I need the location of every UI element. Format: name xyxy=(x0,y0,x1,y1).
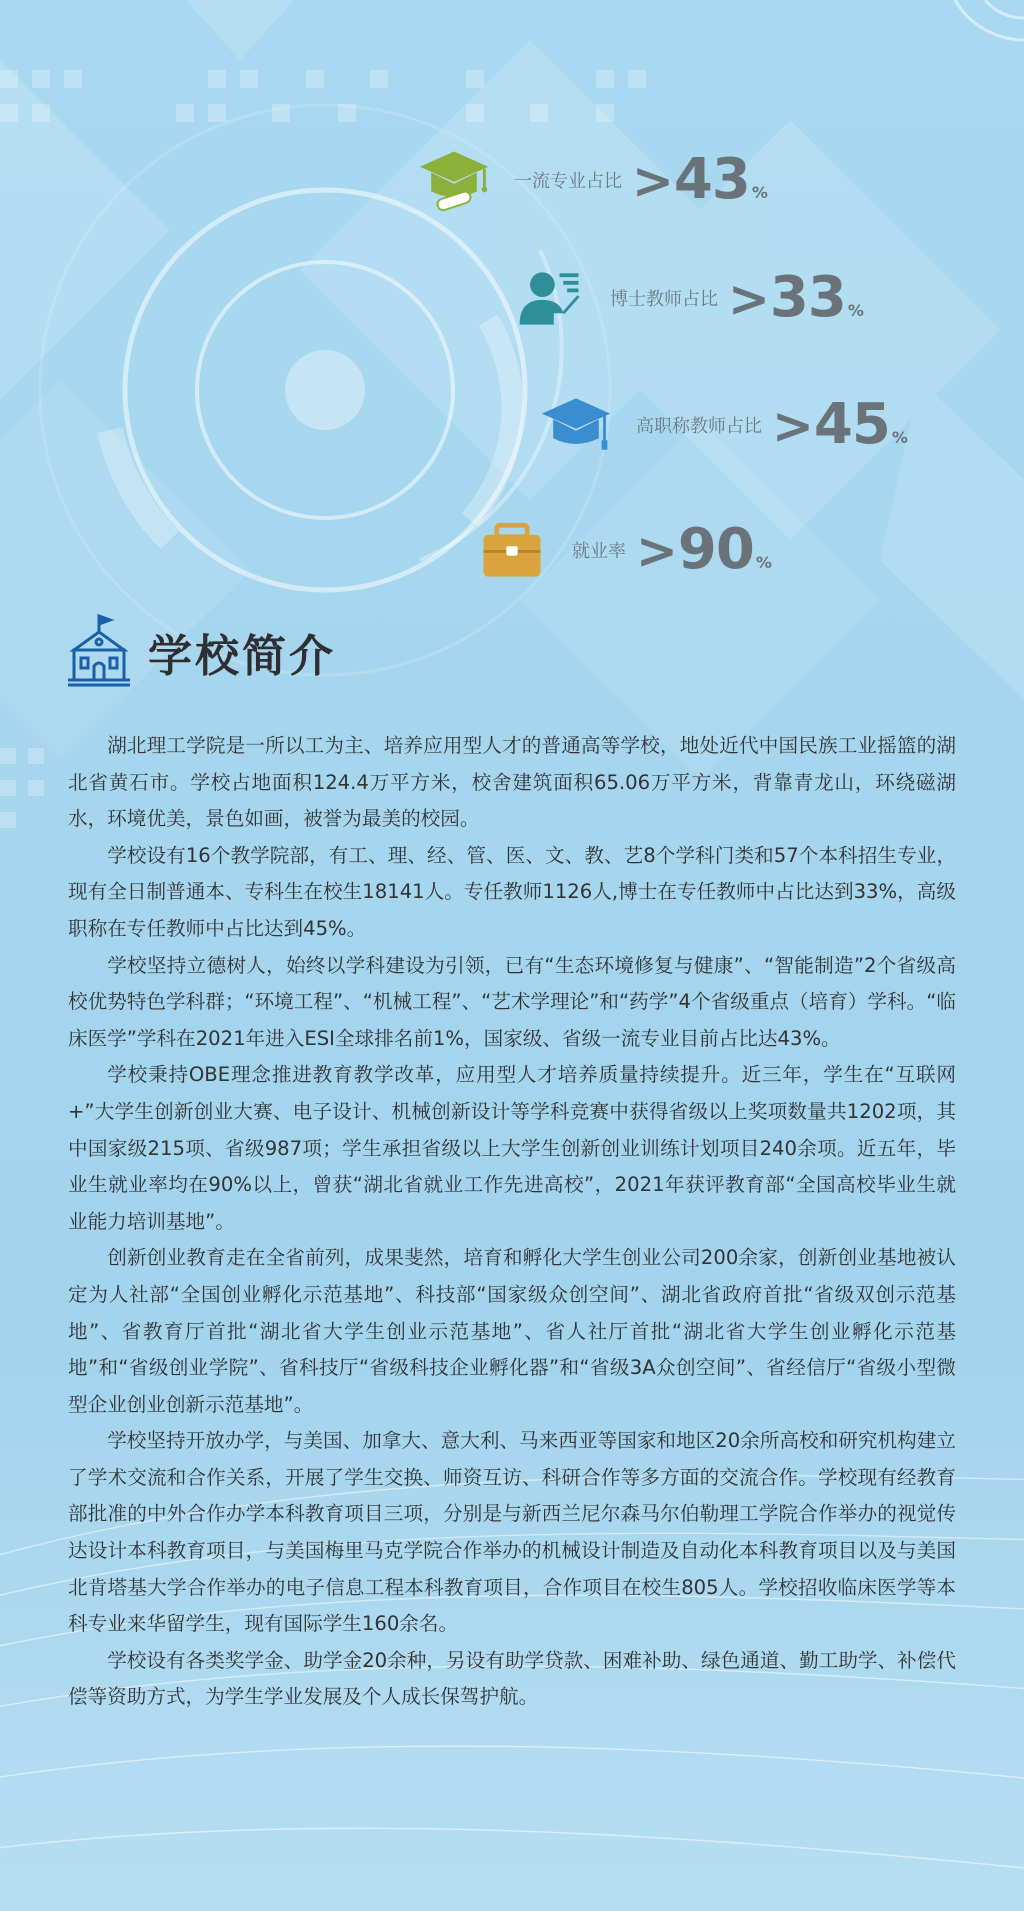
stat-label: 就业率 xyxy=(572,541,626,562)
intro-paragraph: 学校坚持开放办学，与美国、加拿大、意大利、马来西亚等国家和地区20余所高校和研究机构建立了学术交流和合作关系，开展了学生交换、师资互访、科研合作等多方面的交流合作。学校现有经教育部批准的中外合作办学本科教育项目三项，分别是与新西兰尼尔森马尔伯勒理工学院合作举办的视觉传达设计本科教育项目，与美国梅里马克学院合作举办的机械设计制造及自动化本科教育项目以及与美国北肯塔基大学合作举办的电子信息工程本科教育项目，合作项目在校生805人。学校招收临床医学等本科专业来华留学生，现有国际学生160余名。 xyxy=(68,1429,956,1636)
section-title: 学校简介 xyxy=(148,631,336,682)
intro-paragraph: 学校设有各类奖学金、助学金20余种，另设有助学贷款、困难补助、绿色通道、勤工助学、补偿代偿等资助方式，为学生学业发展及个人成长保驾护航。 xyxy=(68,1648,956,1709)
intro-paragraph: 湖北理工学院是一所以工为主、培养应用型人才的普通高等学校，地处近代中国民族工业摇篮的湖北省黄石市。学校占地面积124.4万平方米，校舍建筑面积65.06万平方米，背靠青龙山，环绕磁湖水，环境优美，景色如画，被誉为最美的校园。 xyxy=(68,734,956,831)
section-header xyxy=(66,612,336,692)
intro-paragraph: 创新创业教育走在全省前列，成果斐然，培育和孵化大学生创业公司200余家，创新创业基地被认定为人社部“全国创业孵化示范基地”、科技部“国家级众创空间”、湖北省政府首批“省级双创示范基地”、省教育厅首批“湖北省大学生创业示范基地”、省人社厅首批“湖北省大学生创业孵化示范基地”和“省级创业学院”、省科技厅“省级科技企业孵化器”和“省级3A众创空间”、省经信厅“省级小型微型企业创业创新示范基地”。 xyxy=(68,1246,956,1416)
stat-value: > 43 % xyxy=(632,147,768,212)
stat-label: 博士教师占比 xyxy=(610,289,718,310)
stat-first-class-majors xyxy=(416,135,768,225)
graduation-cap-icon xyxy=(416,142,492,218)
intro-paragraph: 学校秉持OBE理念推进教育教学改革，应用型人才培养质量持续提升。近三年，学生在“互联网+”大学生创新创业大赛、电子设计、机械创新设计等学科竞赛中获得省级以上奖项数量共1202项，其中国家级215项、省级987项；学生承担省级以上大学生创新创业训练计划项目240余项。近五年，毕业生就业率均在90%以上，曾获“湖北省就业工作先进高校”，2021年获评教育部“全国高校毕业生就业能力培训基地”。 xyxy=(68,1063,956,1233)
briefcase-icon xyxy=(474,512,550,588)
stat-label: 一流专业占比 xyxy=(514,171,622,192)
stat-value: > 90 % xyxy=(636,517,772,582)
teacher-icon xyxy=(512,260,588,336)
mortarboard-icon xyxy=(538,387,614,463)
intro-text xyxy=(68,728,956,1716)
school-building-icon xyxy=(66,612,132,692)
stat-label: 高职称教师占比 xyxy=(636,416,762,437)
stat-doctoral-teachers xyxy=(512,253,864,343)
stat-senior-title-teachers xyxy=(538,380,908,470)
stat-value: > 33 % xyxy=(728,265,864,330)
intro-paragraph: 学校坚持立德树人，始终以学科建设为引领，已有“生态环境修复与健康”、“智能制造”2个省级高校优势特色学科群；“环境工程”、“机械工程”、“艺术学理论”和“药学”4个省级重点（培育）学科。“临床医学”学科在2021年进入ESI全球排名前1%，国家级、省级一流专业目前占比达43%。 xyxy=(68,953,956,1050)
intro-paragraph: 学校设有16个教学院部，有工、理、经、管、医、文、教、艺8个学科门类和57个本科招生专业，现有全日制普通本、专科生在校生18141人。专任教师1126人,博士在专任教师中占比达到33%，高级职称在专任教师中占比达到45%。 xyxy=(68,843,956,940)
stat-value: > 45 % xyxy=(772,392,908,457)
stat-employment-rate xyxy=(474,505,772,595)
